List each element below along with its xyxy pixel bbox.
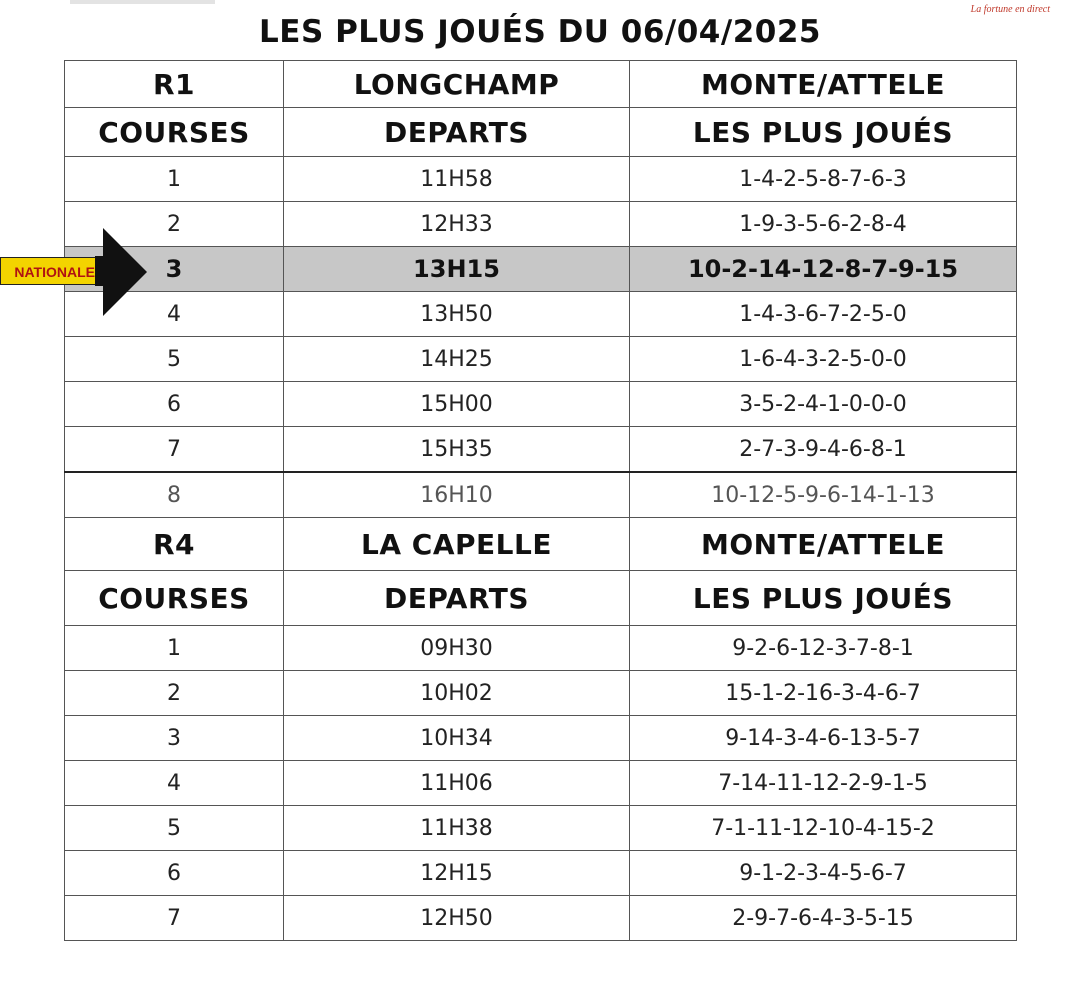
course-number: 4 bbox=[65, 292, 284, 337]
depart-time: 12H15 bbox=[284, 851, 630, 896]
r1-header-row bbox=[65, 61, 1017, 108]
table-row bbox=[65, 337, 1017, 382]
r4-header-row bbox=[65, 518, 1017, 571]
course-number: 7 bbox=[65, 896, 284, 941]
r4-columns-row bbox=[65, 571, 1017, 626]
most-played: 1-6-4-3-2-5-0-0 bbox=[630, 337, 1017, 382]
course-number: 1 bbox=[65, 626, 284, 671]
table-row bbox=[65, 157, 1017, 202]
table-row bbox=[65, 472, 1017, 518]
depart-time: 15H00 bbox=[284, 382, 630, 427]
table-row bbox=[65, 806, 1017, 851]
most-played: 10-12-5-9-6-14-1-13 bbox=[630, 472, 1017, 518]
depart-time: 13H15 bbox=[284, 247, 630, 292]
table-row bbox=[65, 382, 1017, 427]
course-number: 5 bbox=[65, 806, 284, 851]
most-played: 10-2-14-12-8-7-9-15 bbox=[630, 247, 1017, 292]
top-left-logo-fragment bbox=[70, 0, 215, 4]
course-number: 8 bbox=[65, 472, 284, 518]
most-played: 9-1-2-3-4-5-6-7 bbox=[630, 851, 1017, 896]
table-row bbox=[65, 292, 1017, 337]
depart-time: 11H38 bbox=[284, 806, 630, 851]
most-played: 7-14-11-12-2-9-1-5 bbox=[630, 761, 1017, 806]
course-number: 6 bbox=[65, 382, 284, 427]
depart-time: 14H25 bbox=[284, 337, 630, 382]
nationale-marker bbox=[0, 228, 150, 318]
course-number: 3 bbox=[65, 247, 284, 292]
table-row-highlighted bbox=[65, 247, 1017, 292]
table-row bbox=[65, 896, 1017, 941]
depart-time: 10H02 bbox=[284, 671, 630, 716]
r4-hippodrome: LA CAPELLE bbox=[284, 518, 630, 571]
course-number: 2 bbox=[65, 671, 284, 716]
r1-col-departs: DEPARTS bbox=[284, 108, 630, 157]
course-number: 5 bbox=[65, 337, 284, 382]
nationale-label: NATIONALE bbox=[0, 257, 98, 285]
table-row bbox=[65, 202, 1017, 247]
depart-time: 15H35 bbox=[284, 427, 630, 473]
depart-time: 12H33 bbox=[284, 202, 630, 247]
r1-col-courses: COURSES bbox=[65, 108, 284, 157]
depart-time: 10H34 bbox=[284, 716, 630, 761]
depart-time: 09H30 bbox=[284, 626, 630, 671]
table-row bbox=[65, 851, 1017, 896]
course-number: 4 bbox=[65, 761, 284, 806]
r1-hippodrome: LONGCHAMP bbox=[284, 61, 630, 108]
brand-tagline: La fortune en direct bbox=[970, 4, 1050, 15]
most-played: 1-4-3-6-7-2-5-0 bbox=[630, 292, 1017, 337]
r4-col-departs: DEPARTS bbox=[284, 571, 630, 626]
most-played: 7-1-11-12-10-4-15-2 bbox=[630, 806, 1017, 851]
r4-col-courses: COURSES bbox=[65, 571, 284, 626]
r1-reunion: R1 bbox=[65, 61, 284, 108]
r1-col-joues: LES PLUS JOUÉS bbox=[630, 108, 1017, 157]
depart-time: 16H10 bbox=[284, 472, 630, 518]
table-row bbox=[65, 671, 1017, 716]
most-played: 2-7-3-9-4-6-8-1 bbox=[630, 427, 1017, 473]
most-played: 9-14-3-4-6-13-5-7 bbox=[630, 716, 1017, 761]
r1-columns-row bbox=[65, 108, 1017, 157]
table-row bbox=[65, 716, 1017, 761]
most-played: 1-4-2-5-8-7-6-3 bbox=[630, 157, 1017, 202]
depart-time: 13H50 bbox=[284, 292, 630, 337]
depart-time: 12H50 bbox=[284, 896, 630, 941]
table-row bbox=[65, 626, 1017, 671]
brand-logo bbox=[971, 0, 1050, 15]
course-number: 3 bbox=[65, 716, 284, 761]
r4-reunion: R4 bbox=[65, 518, 284, 571]
most-played: 9-2-6-12-3-7-8-1 bbox=[630, 626, 1017, 671]
course-number: 7 bbox=[65, 427, 284, 473]
r1-discipline: MONTE/ATTELE bbox=[630, 61, 1017, 108]
r4-col-joues: LES PLUS JOUÉS bbox=[630, 571, 1017, 626]
course-number: 1 bbox=[65, 157, 284, 202]
races-table bbox=[64, 60, 1016, 941]
most-played: 3-5-2-4-1-0-0-0 bbox=[630, 382, 1017, 427]
course-number: 2 bbox=[65, 202, 284, 247]
course-number: 6 bbox=[65, 851, 284, 896]
r4-discipline: MONTE/ATTELE bbox=[630, 518, 1017, 571]
arrow-right-icon bbox=[95, 228, 150, 318]
table-row bbox=[65, 427, 1017, 473]
page-title: LES PLUS JOUÉS DU 06/04/2025 bbox=[259, 14, 821, 50]
brand-name-fragment bbox=[971, 0, 1050, 2]
most-played: 2-9-7-6-4-3-5-15 bbox=[630, 896, 1017, 941]
depart-time: 11H06 bbox=[284, 761, 630, 806]
table-row bbox=[65, 761, 1017, 806]
depart-time: 11H58 bbox=[284, 157, 630, 202]
most-played: 15-1-2-16-3-4-6-7 bbox=[630, 671, 1017, 716]
most-played: 1-9-3-5-6-2-8-4 bbox=[630, 202, 1017, 247]
